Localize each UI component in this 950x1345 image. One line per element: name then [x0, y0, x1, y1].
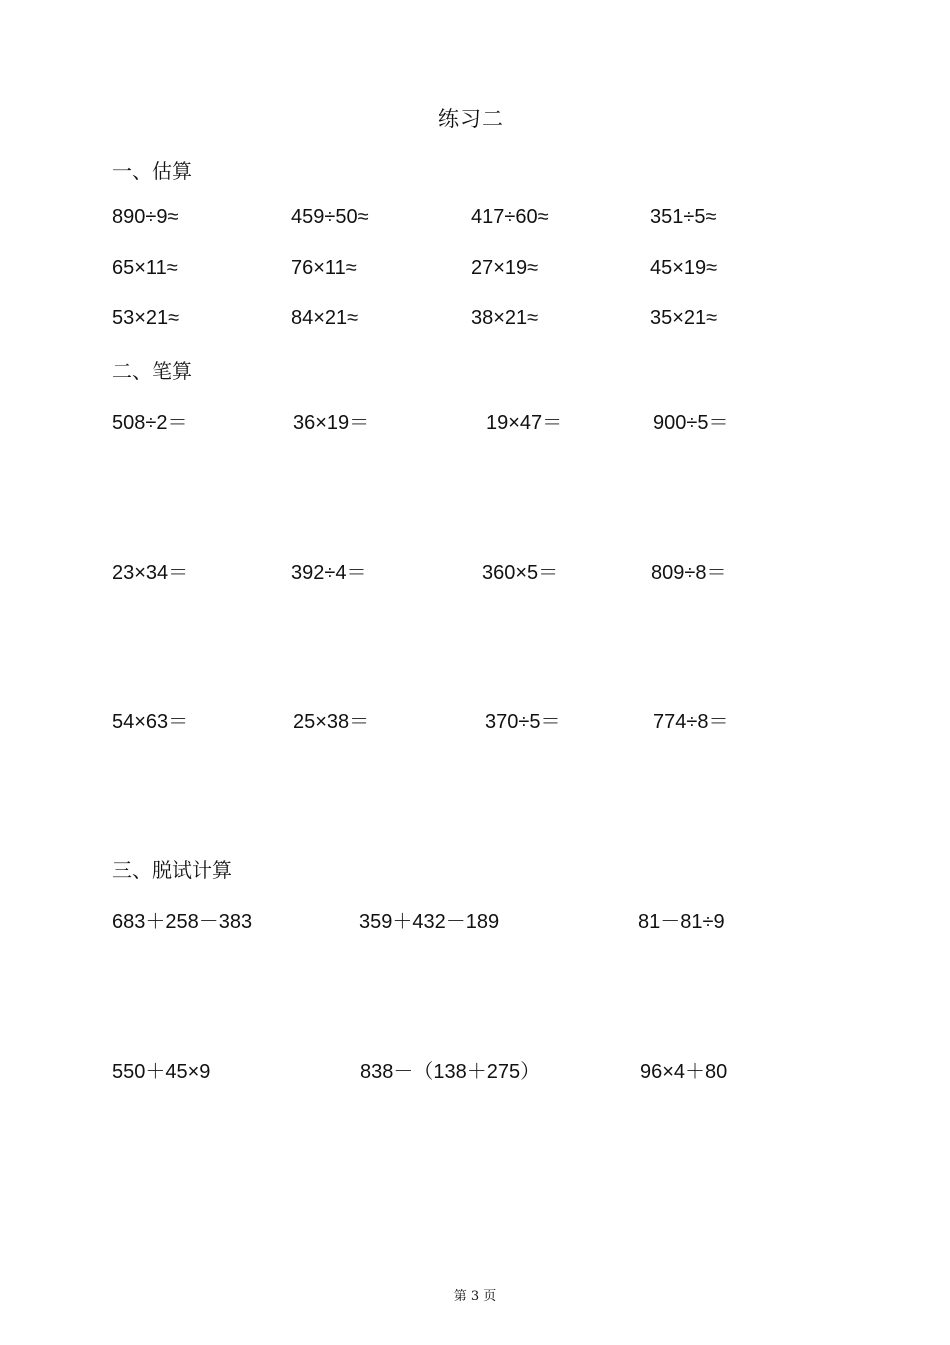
problem-item: 38×21≈	[471, 307, 539, 329]
page-number: 第 3 页	[453, 1289, 497, 1304]
problem-item: 27×19≈	[471, 257, 539, 279]
problem-item: 53×21≈	[112, 307, 180, 329]
problem-item: 81－81÷9	[638, 911, 725, 933]
problem-item: 550＋45×9	[112, 1061, 211, 1083]
problem-item: 45×19≈	[650, 257, 718, 279]
section-heading-order-of-operations: 三、脱试计算	[112, 858, 232, 882]
page-title: 练习二	[438, 107, 504, 131]
problem-item: 683＋258－383	[112, 911, 253, 933]
problem-item: 36×19＝	[293, 412, 370, 434]
problem-item: 19×47＝	[486, 412, 563, 434]
section-heading-estimate: 一、估算	[112, 159, 192, 183]
problem-item: 459÷50≈	[291, 206, 369, 228]
problem-item: 351÷5≈	[650, 206, 717, 228]
problem-item: 35×21≈	[650, 307, 718, 329]
problem-item: 65×11≈	[112, 257, 178, 279]
problem-item: 838－（138＋275）	[360, 1061, 541, 1083]
problem-item: 370÷5＝	[485, 711, 561, 733]
problem-item: 96×4＋80	[640, 1061, 728, 1083]
problem-item: 508÷2＝	[112, 412, 188, 434]
problem-item: 360×5＝	[482, 562, 559, 584]
problem-item: 25×38＝	[293, 711, 370, 733]
problem-item: 76×11≈	[291, 257, 357, 279]
problem-item: 84×21≈	[291, 307, 359, 329]
section-heading-written: 二、笔算	[112, 359, 192, 383]
problem-item: 900÷5＝	[653, 412, 729, 434]
problem-item: 417÷60≈	[471, 206, 549, 228]
problem-item: 359＋432－189	[359, 911, 500, 933]
problem-item: 774÷8＝	[653, 711, 729, 733]
problem-item: 54×63＝	[112, 711, 189, 733]
problem-item: 392÷4＝	[291, 562, 367, 584]
problem-item: 23×34＝	[112, 562, 189, 584]
problem-item: 809÷8＝	[651, 562, 727, 584]
problem-item: 890÷9≈	[112, 206, 179, 228]
